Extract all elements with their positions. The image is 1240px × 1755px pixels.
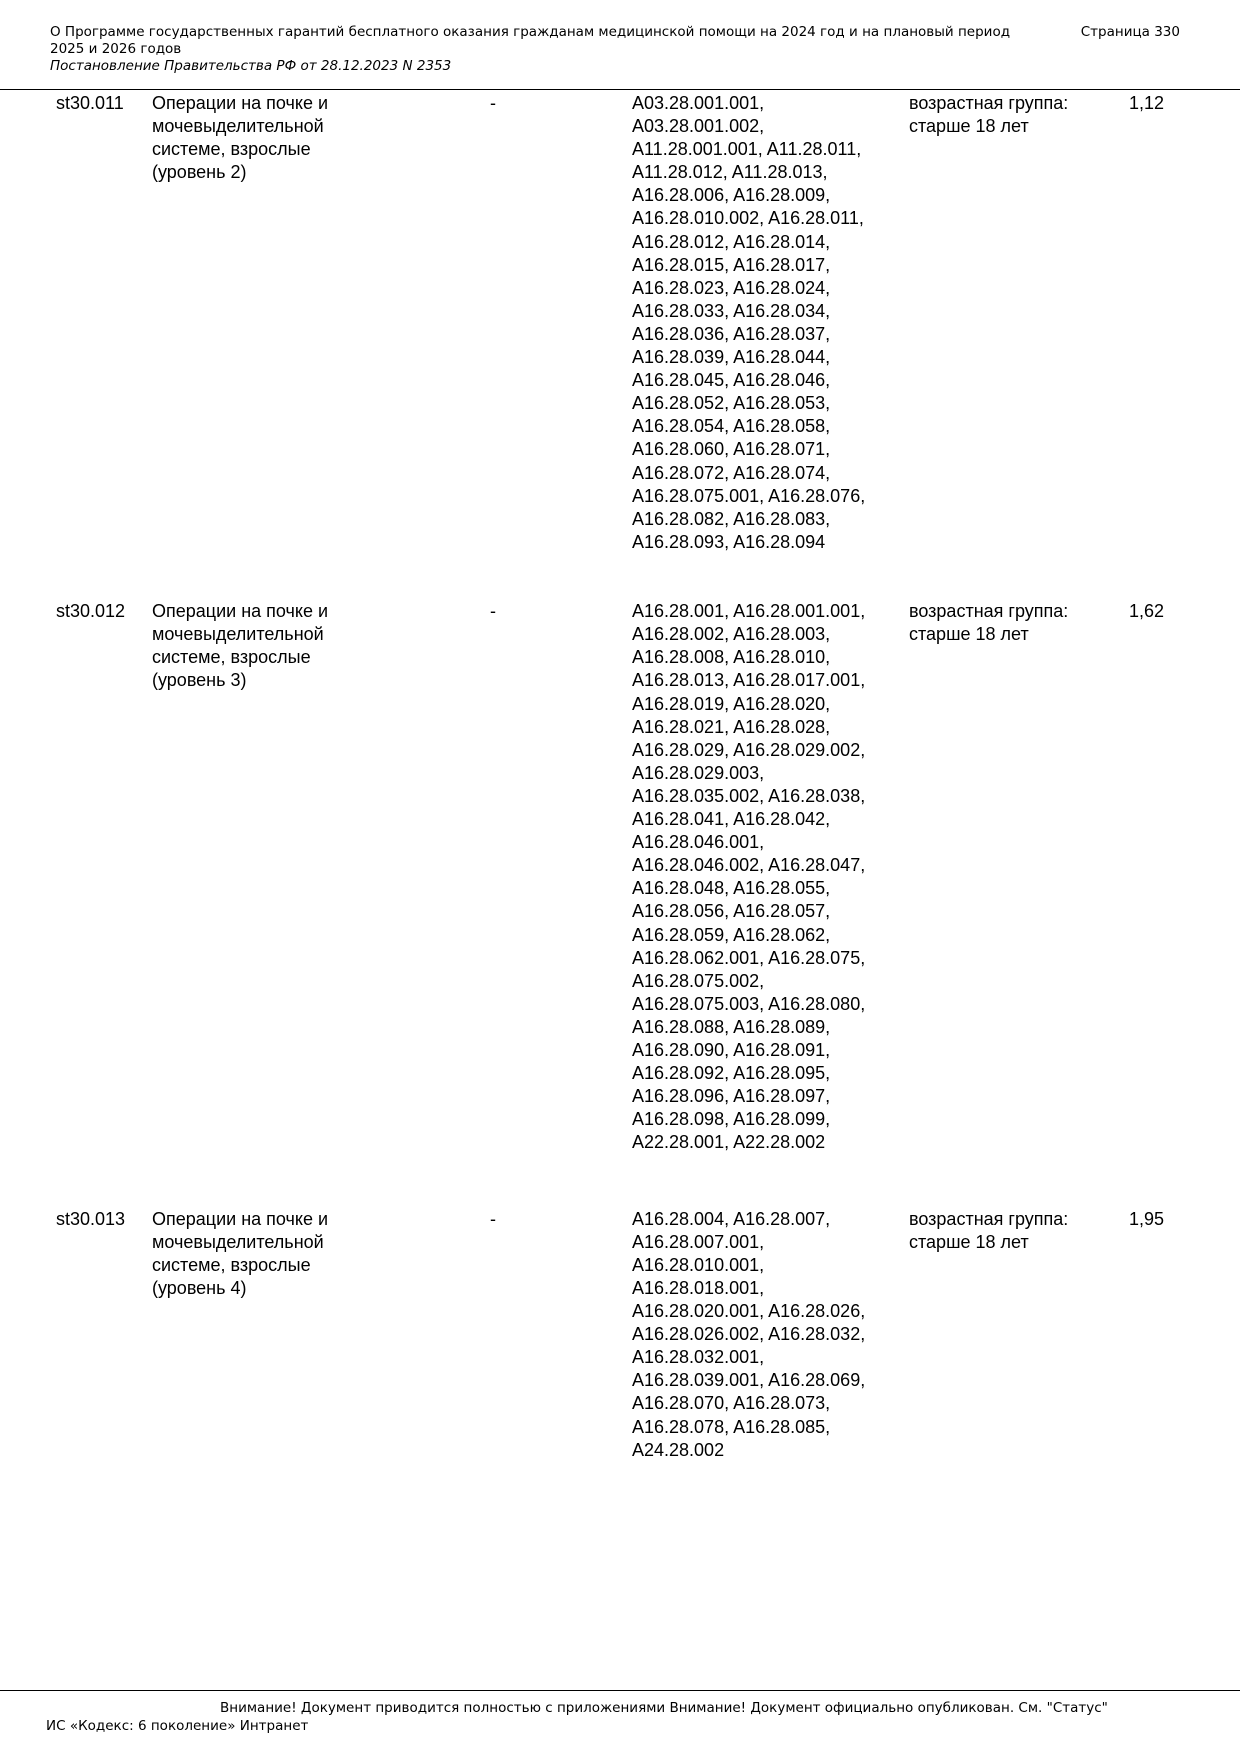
additional-criteria-line: возрастная группа:: [909, 93, 1069, 113]
diagnosis-codes: -: [490, 93, 496, 113]
service-codes-line: A16.28.020.001, A16.28.026,: [632, 1301, 866, 1322]
service-codes-line: A11.28.001.001, A11.28.011,: [632, 139, 862, 160]
ksg-name: [152, 92, 372, 184]
footer-divider: [0, 1690, 1240, 1691]
ksg-name: [152, 600, 372, 692]
service-codes-line: A03.28.001.002,: [632, 116, 765, 137]
page-number: Страница 330: [1080, 24, 1180, 40]
service-codes-line: A16.28.007.001,: [632, 1231, 765, 1252]
document-subtitle: Постановление Правительства РФ от 28.12.2023 N 2353: [50, 58, 452, 74]
additional-criteria: [909, 92, 1109, 138]
service-codes-line: A16.28.010.002, A16.28.011,: [632, 208, 864, 229]
additional-criteria-line: старше 18 лет: [909, 624, 1029, 645]
additional-criteria-line: возрастная группа:: [909, 601, 1069, 622]
service-codes-line: A16.28.045, A16.28.046,: [632, 370, 831, 391]
service-codes-line: A16.28.056, A16.28.057,: [632, 901, 831, 922]
additional-criteria-line: возрастная группа:: [909, 1208, 1069, 1229]
service-codes-line: A16.28.033, A16.28.034,: [632, 300, 831, 321]
service-codes: [632, 600, 902, 1154]
additional-criteria: [909, 600, 1109, 646]
ksg-name-line: системе, взрослые: [152, 1254, 311, 1275]
ksg-name-line: мочевыделительной: [152, 1231, 324, 1252]
service-codes-line: A24.28.002: [632, 1439, 725, 1460]
service-codes-line: A16.28.032.001,: [632, 1347, 765, 1368]
ksg-name-line: Операции на почке и: [152, 93, 329, 113]
service-codes: [632, 1208, 902, 1462]
service-codes-line: A16.28.046.002, A16.28.047,: [632, 855, 866, 876]
service-codes-line: A16.28.070, A16.28.073,: [632, 1393, 831, 1414]
ksg-name-line: системе, взрослые: [152, 647, 311, 668]
service-codes-line: A16.28.008, A16.28.010,: [632, 647, 831, 668]
service-codes-line: A16.28.029.003,: [632, 762, 765, 783]
service-codes-line: A16.28.001, A16.28.001.001,: [632, 601, 866, 622]
service-codes-line: A16.28.072, A16.28.074,: [632, 462, 831, 483]
service-codes-line: A16.28.039.001, A16.28.069,: [632, 1370, 866, 1391]
service-codes-line: A16.28.052, A16.28.053,: [632, 393, 831, 414]
table-row: [0, 1208, 1240, 1462]
ksg-name-line: (уровень 3): [152, 670, 247, 691]
service-codes-line: A16.28.023, A16.28.024,: [632, 277, 831, 298]
ksg-name-line: (уровень 2): [152, 162, 247, 183]
service-codes-line: A22.28.001, A22.28.002: [632, 1132, 826, 1153]
service-codes-line: A16.28.093, A16.28.094: [632, 531, 826, 552]
service-codes-line: A16.28.048, A16.28.055,: [632, 878, 831, 899]
service-codes: [632, 92, 902, 554]
service-codes-line: A16.28.062.001, A16.28.075,: [632, 947, 866, 968]
service-codes-line: A03.28.001.001,: [632, 93, 765, 113]
cost-coefficient: 1,62: [1129, 601, 1165, 622]
cost-coefficient: 1,12: [1129, 93, 1165, 113]
service-codes-line: A16.28.036, A16.28.037,: [632, 323, 831, 344]
diagnosis-codes: -: [490, 1208, 496, 1229]
service-codes-line: A16.28.075.002,: [632, 970, 765, 991]
ksg-name-line: (уровень 4): [152, 1277, 247, 1298]
cost-coefficient: 1,95: [1129, 1208, 1165, 1229]
service-codes-line: A16.28.021, A16.28.028,: [632, 716, 831, 737]
service-codes-line: A16.28.046.001,: [632, 832, 765, 853]
service-codes-line: A11.28.012, A11.28.013,: [632, 162, 828, 183]
additional-criteria: [909, 1208, 1109, 1254]
service-codes-line: A16.28.029, A16.28.029.002,: [632, 739, 866, 760]
header-divider: [0, 89, 1240, 90]
ksg-code: st30.012: [56, 601, 126, 622]
service-codes-line: A16.28.019, A16.28.020,: [632, 693, 831, 714]
ksg-name-line: Операции на почке и: [152, 601, 329, 622]
service-codes-line: A16.28.090, A16.28.091,: [632, 1039, 831, 1060]
service-codes-line: A16.28.082, A16.28.083,: [632, 508, 831, 529]
service-codes-line: A16.28.088, A16.28.089,: [632, 1016, 831, 1037]
service-codes-line: A16.28.075.001, A16.28.076,: [632, 485, 866, 506]
ksg-code: st30.013: [56, 1208, 126, 1229]
service-codes-line: A16.28.010.001,: [632, 1254, 765, 1275]
additional-criteria-line: старше 18 лет: [909, 116, 1029, 137]
service-codes-line: A16.28.012, A16.28.014,: [632, 231, 831, 252]
service-codes-line: A16.28.006, A16.28.009,: [632, 185, 831, 206]
diagnosis-codes: -: [490, 601, 496, 622]
service-codes-line: A16.28.002, A16.28.003,: [632, 624, 831, 645]
document-title: О Программе государственных гарантий бесплатного оказания гражданам медицинской помощи на 2024 год и на плановый период 2025 и 2026 годов: [50, 24, 1011, 57]
table-row: [0, 92, 1240, 600]
ksg-code: st30.011: [56, 93, 124, 113]
service-codes-line: A16.28.078, A16.28.085,: [632, 1416, 831, 1437]
service-codes-line: A16.28.015, A16.28.017,: [632, 254, 831, 275]
ksg-name-line: мочевыделительной: [152, 624, 324, 645]
service-codes-line: A16.28.075.003, A16.28.080,: [632, 993, 866, 1014]
service-codes-line: A16.28.092, A16.28.095,: [632, 1063, 831, 1084]
service-codes-line: A16.28.054, A16.28.058,: [632, 416, 831, 437]
service-codes-line: A16.28.059, A16.28.062,: [632, 924, 831, 945]
service-codes-line: A16.28.026.002, A16.28.032,: [632, 1324, 866, 1345]
footer-system-name: ИС «Кодекс: 6 поколение» Интранет: [46, 1718, 309, 1734]
ksg-name-line: Операции на почке и: [152, 1208, 329, 1229]
ksg-name-line: мочевыделительной: [152, 116, 324, 137]
additional-criteria-line: старше 18 лет: [909, 1231, 1029, 1252]
service-codes-line: A16.28.041, A16.28.042,: [632, 809, 831, 830]
service-codes-line: A16.28.013, A16.28.017.001,: [632, 670, 866, 691]
service-codes-line: A16.28.035.002, A16.28.038,: [632, 785, 866, 806]
service-codes-line: A16.28.004, A16.28.007,: [632, 1208, 831, 1229]
service-codes-line: A16.28.018.001,: [632, 1277, 765, 1298]
service-codes-line: A16.28.096, A16.28.097,: [632, 1086, 831, 1107]
service-codes-line: A16.28.098, A16.28.099,: [632, 1109, 831, 1130]
table-row: [0, 600, 1240, 1208]
ksg-name: [152, 1208, 372, 1300]
page-header: [50, 24, 1180, 75]
tariff-table: [0, 92, 1240, 1462]
ksg-name-line: системе, взрослые: [152, 139, 311, 160]
service-codes-line: A16.28.039, A16.28.044,: [632, 347, 831, 368]
footer-notice: Внимание! Документ приводится полностью с приложениями Внимание! Документ официально опубликован. См. "Статус": [220, 1700, 1108, 1716]
service-codes-line: A16.28.060, A16.28.071,: [632, 439, 831, 460]
